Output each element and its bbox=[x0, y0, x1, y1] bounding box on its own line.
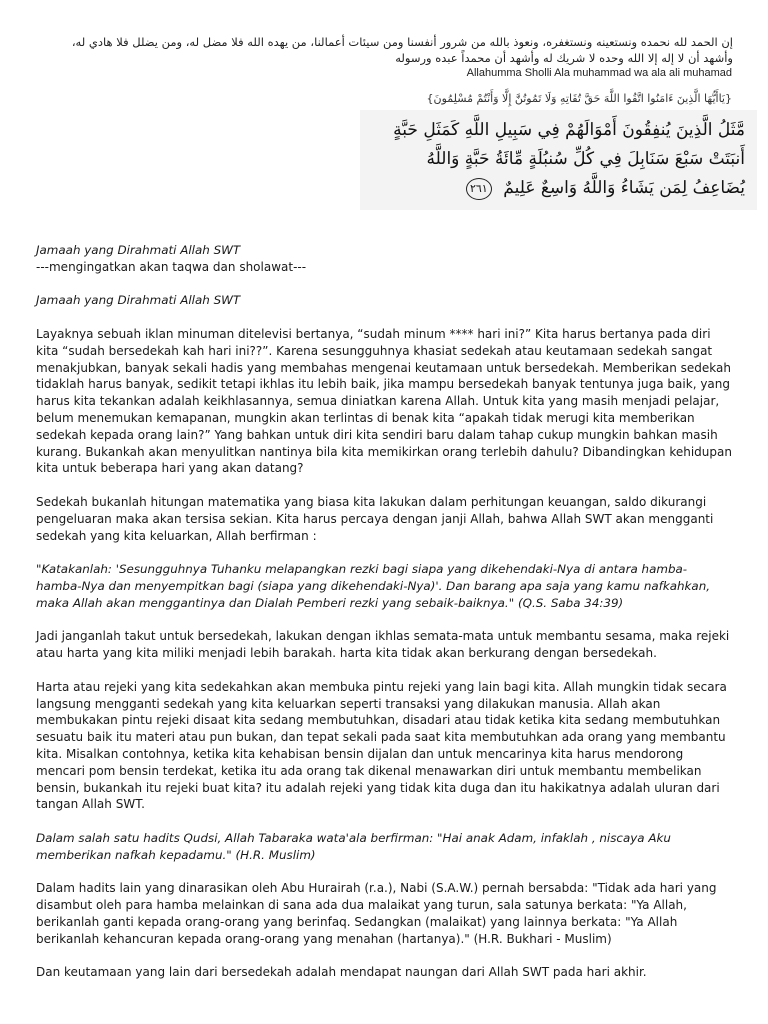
arabic-opening: إن الحمد لله نحمده ونستعينه ونستغفره، ونعوذ بالله من شرور أنفسنا ومن سيئات أعمالنا، من يهده الله فلا مضل له، ومن يضلل فلا هادي له، وأشهد أن لا إله إلا الله وحده لا شريك له وأشهد أن محمداً عبده ورسوله bbox=[71, 35, 733, 65]
quote-hadits-qudsi: Dalam salah satu hadits Qudsi, Allah Tabaraka wata'ala berfirman: "Hai anak Adam, infaklah , niscaya Aku memberikan nafkah kepadamu." (H.R. Muslim) bbox=[36, 830, 671, 862]
paragraph-3: Jadi janganlah takut untuk bersedekah, lakukan dengan ikhlas semata-mata untuk membantu sesama, maka rejeki atau harta yang kita miliki menjadi lebih barakah. harta kita tidak akan berkurang dengan bersedekah. bbox=[36, 629, 730, 661]
paragraph-1: Layaknya sebuah iklan minuman ditelevisi bertanya, “sudah minum **** hari ini?” Kita harus bertanya pada diri kita “sudah bersedekah kah hari ini??”. Karena sesungguhnya khasiat sedekah atau keutamaan sedekah sangat menakjubkan, banyak sekali hadis yang membahas mengenai keutamaan untuk bersedekah. Memberikan sedekah tidaklah harus banyak, sedikit tetapi ikhlas itu lebih baik, jika mampu bersedekah banyak tentunya juga baik, yang harus kita tekankan adalah keikhlasannya, semua diniatkan karena Allah. Untuk kita yang masih menjadi pelajar, belum menemukan kemapanan, mungkin akan terlintas di benak kita “apakah tidak merugi kita memberikan sedekah kepada orang lain?” Yang bahkan untuk diri kita sendiri baru dalam tahap cukup mungkin bahkan masih kurang. Bukankah akan menyulitkan nantinya bila kita memikirkan orang terlebih dahulu? Dibandingkan kehidupan kita untuk beberapa hari yang akan datang? bbox=[36, 326, 732, 476]
greeting-2: Jamaah yang Dirahmati Allah SWT bbox=[36, 293, 241, 308]
ayah-number-mark: ٢٦١ bbox=[466, 178, 492, 200]
quote-saba: "Katakanlah: 'Sesungguhnya Tuhanku melapangkan rezki bagi siapa yang dikehendaki-Nya di antara hamba-hamba-Nya dan menyempitkan bagi (siapa yang dikehendaki-Nya)'. Dan barang apa saja yang kamu nafkahkan, maka Allah akan menggantinya dan Dialah Pemberi rezki yang sebaik-baiknya." (Q.S. Saba 34:39) bbox=[36, 562, 711, 610]
salawat-line: Allahumma Sholli Ala muhammad wa ala ali muhamad bbox=[466, 67, 732, 79]
greeting-1: Jamaah yang Dirahmati Allah SWT bbox=[36, 243, 241, 257]
paragraph-2: Sedekah bukanlah hitungan matematika yang biasa kita lakukan dalam perhitungan keuangan, saldo dikurangi pengeluaran maka akan tersisa sekian. Kita harus percaya dengan janji Allah, bahwa Allah SWT akan mengganti sedekah yang kita keluarkan, Allah berfirman : bbox=[36, 494, 714, 543]
quran-verse-text: مَّثَلُ الَّذِينَ يُنفِقُونَ أَمْوَالَهُمْ فِي سَبِيلِ اللَّهِ كَمَثَلِ حَبَّةٍ أَنبَتَتْ سَبْعَ سَنَابِلَ فِي كُلِّ سُنبُلَةٍ مِّائَةُ حَبَّةٍ وَاللَّهُ يُضَاعِفُ لِمَن يَشَاءُ وَاللَّهُ وَاسِعٌ عَلِيمٌ bbox=[393, 120, 745, 198]
paragraph-5: Dalam hadits lain yang dinarasikan oleh Abu Hurairah (r.a.), Nabi (S.A.W.) pernah bersabda: "Tidak ada hari yang disambut oleh para hamba melainkan di sana ada dua malaikat yang turun, sala satunya berkata: "Ya Allah, berikanlah ganti kepada orang-orang yang berinfaq. Sedangkan (malaikat) yang lainnya berkata: "Ya Allah berikanlah kehancuran kepada orang-orang yang menahan (hartanya)." (H.R. Bukhari - Muslim) bbox=[36, 881, 717, 946]
verse-ali-imran: {يَاأَيُّهَا الَّذِينَ ءَامَنُوا اتَّقُوا اللَّهَ حَقَّ تُقَاتِهِ وَلَا تَمُوتُنَّ إِلَّا وَأَنْتُمْ مُسْلِمُونَ} bbox=[426, 92, 732, 105]
paragraph-4: Harta atau rejeki yang kita sedekahkan akan membuka pintu rejeki yang lain bagi kita. Allah mungkin tidak secara langsung mengganti sedekah yang kita keluarkan seperti transaksi yang dilakukan manusia. Allah akan membukakan pintu rejeki disaat kita sedang membutuhkan, disadari atau tidak ketika kita sedang membutuhkan sesuatu baik itu materi atau pun bukan, dan tepat sekali pada saat kita membutuhkan ada orang yang membantu kita. Misalkan contohnya, ketika kita kehabisan bensin dijalan dan untuk mencarinya kita harus mendorong mencari pom bensin terdekat, ketika itu ada orang tak dikenal menawarkan diri untuk membantu membelikan bensin, bukankah itu rejeki buat kita? itu adalah rejeki yang tidak kita duga dan itu hakikatnya adalah uluran dari tangan Allah SWT. bbox=[36, 679, 727, 812]
subtitle: ---mengingatkan akan taqwa dan sholawat--- bbox=[36, 259, 307, 274]
paragraph-6: Dan keutamaan yang lain dari bersedekah adalah mendapat naungan dari Allah SWT pada hari akhir. bbox=[36, 965, 647, 980]
quran-verse-block bbox=[360, 110, 757, 210]
body-text bbox=[36, 242, 732, 981]
